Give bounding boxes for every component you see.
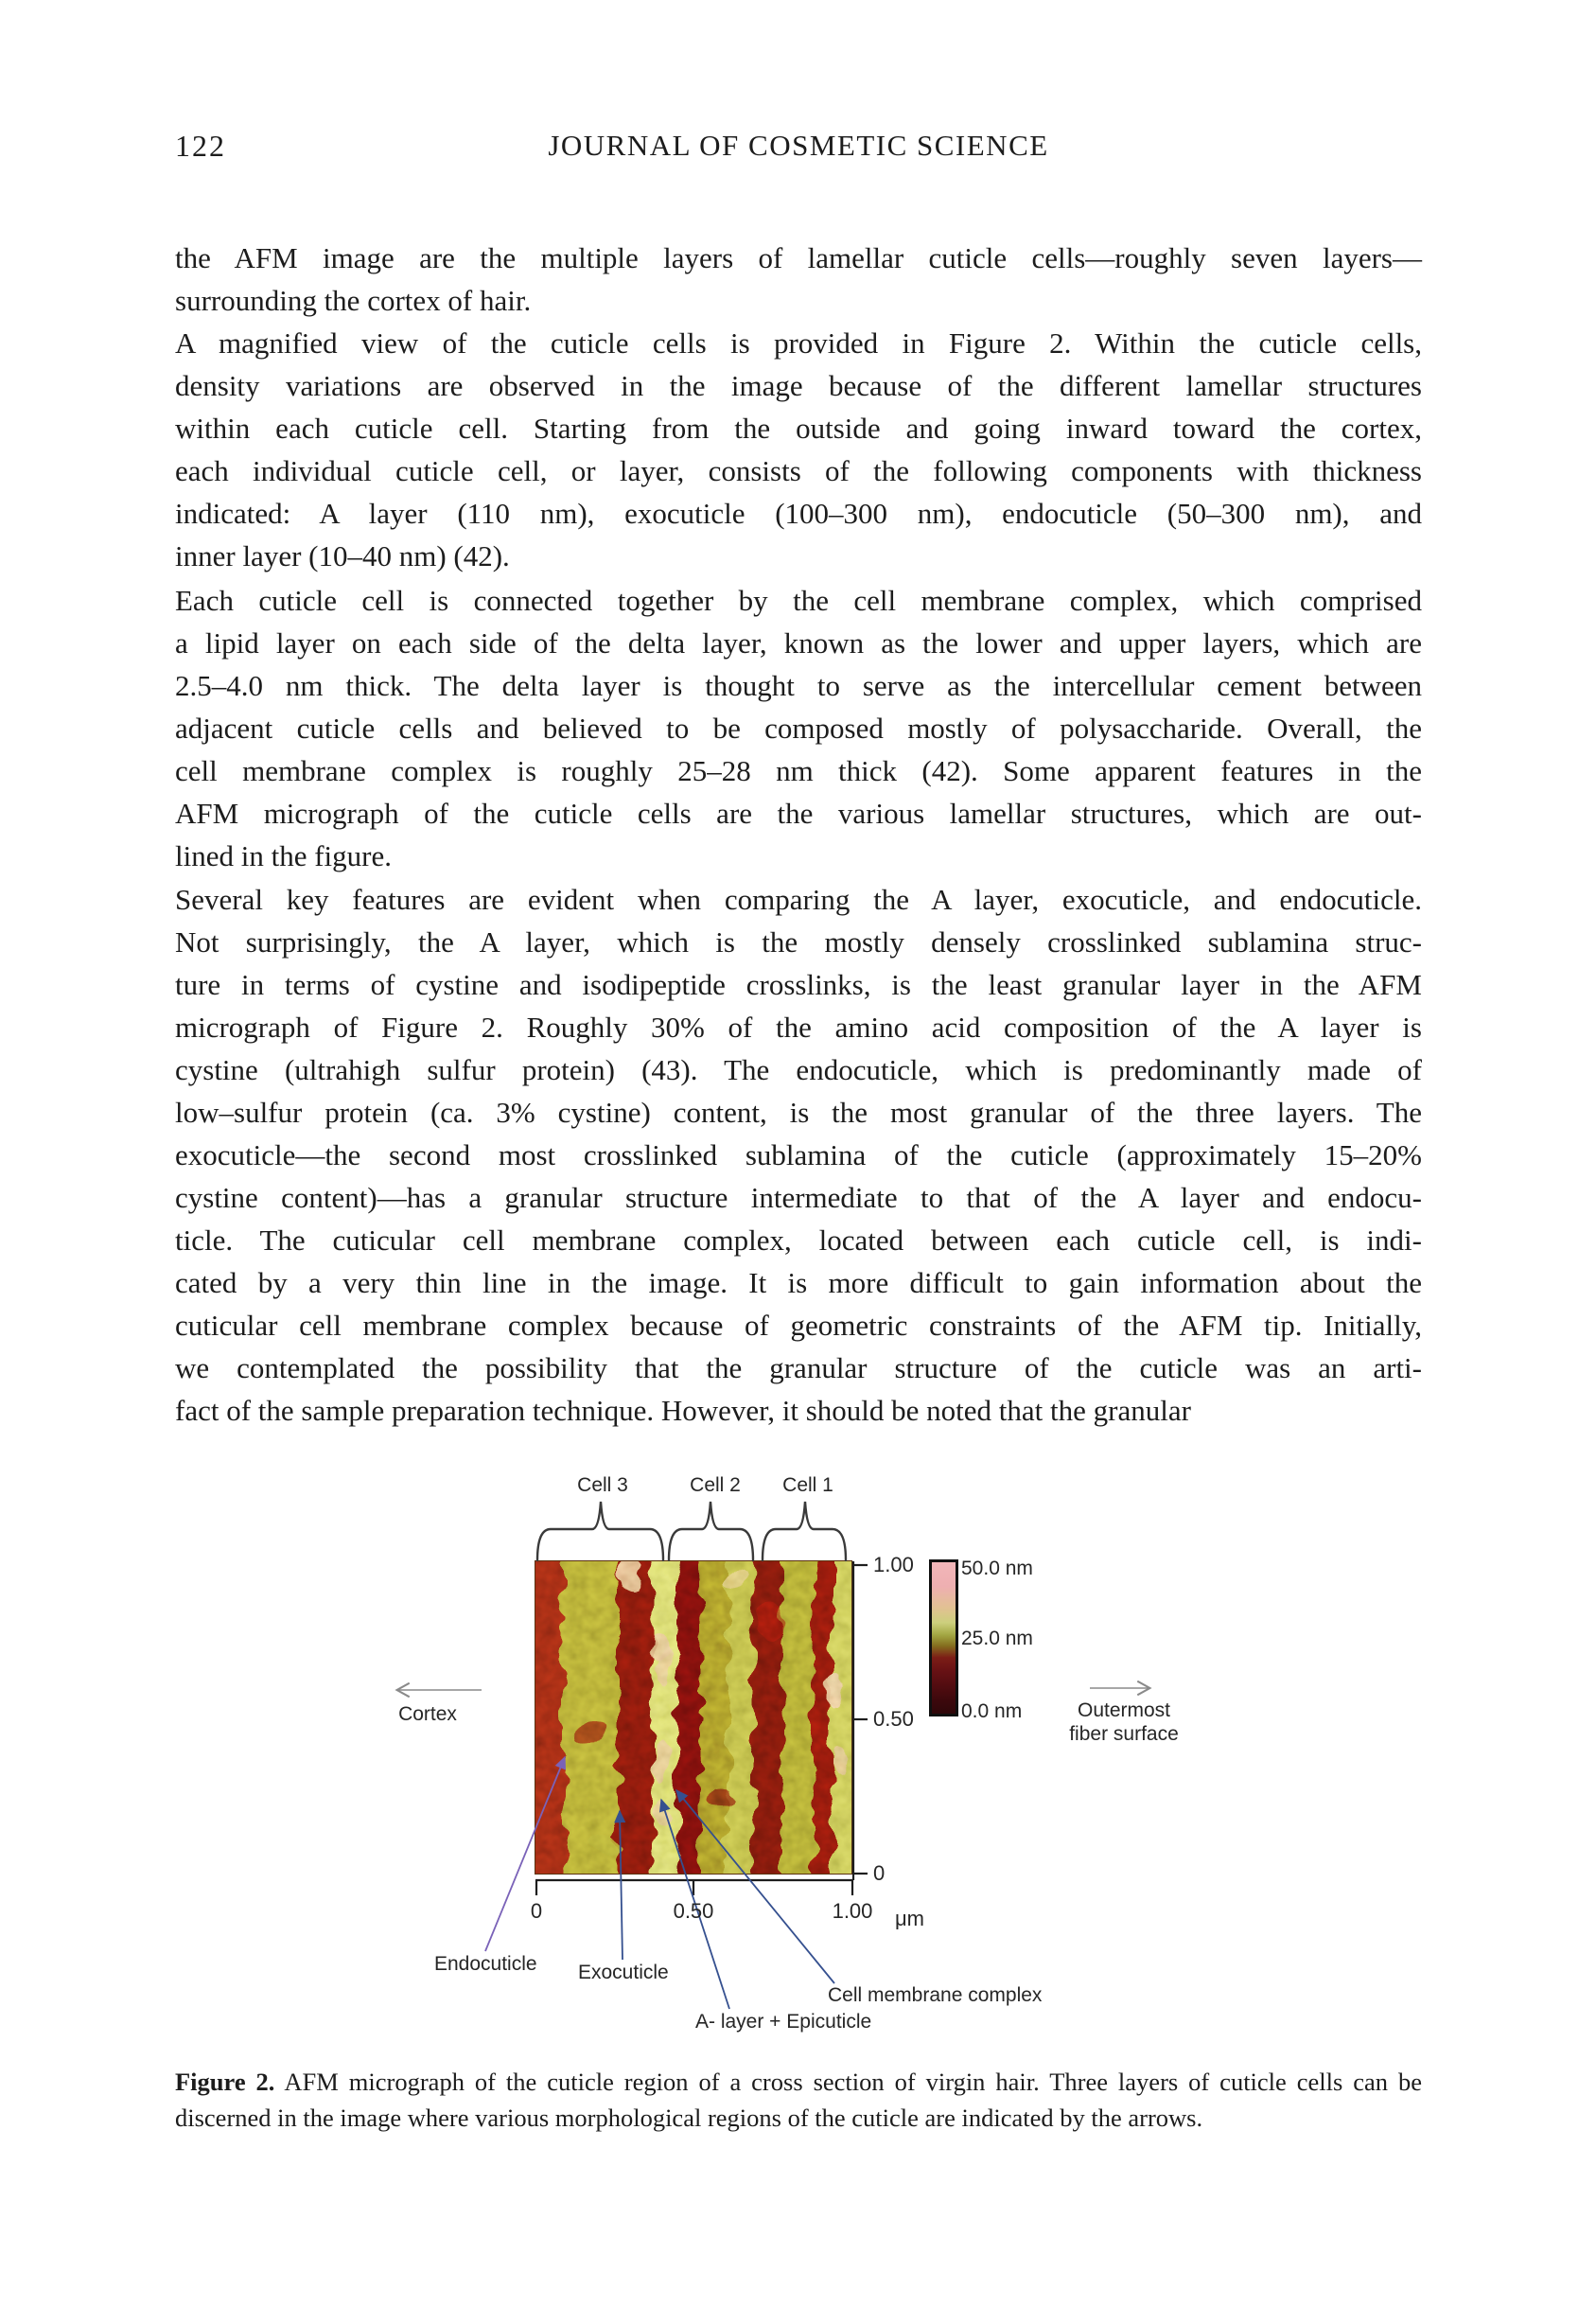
paragraph-1 bbox=[175, 237, 1422, 322]
paragraph-2 bbox=[175, 322, 1422, 577]
figure-caption-text: AFM micrograph of the cuticle region of a cross section of virgin hair. Three layers of cuticle cells can be discerned in the image where various morphological regions of the cuticle are indicated by the arrows. bbox=[175, 2068, 1422, 2132]
text-line: fact of the sample preparation technique. However, it should be noted that the granular bbox=[175, 1394, 1191, 1427]
text-line: 2.5–4.0 nm thick. The delta layer is thought to serve as the intercellular cement between bbox=[175, 669, 1422, 702]
text-line: density variations are observed in the image because of the different lamellar structures bbox=[175, 369, 1422, 402]
xtick-0.50: 0.50 bbox=[673, 1899, 714, 1923]
cell-2-label: Cell 2 bbox=[690, 1474, 741, 1496]
xtick-1.00: 1.00 bbox=[832, 1899, 873, 1923]
text-line: AFM micrograph of the cuticle cells are the various lamellar structures, which are out- bbox=[175, 797, 1422, 830]
outermost-fiber-surface-label: Outermost fiber surface bbox=[1069, 1699, 1179, 1745]
paragraph-3 bbox=[175, 579, 1422, 877]
xtick-0: 0 bbox=[530, 1899, 543, 1923]
text-line: cuticular cell membrane complex because of geometric constraints of the AFM tip. Initially, bbox=[175, 1309, 1422, 1342]
ytick-0: 0 bbox=[873, 1861, 886, 1885]
text-line: cystine (ultrahigh sulfur protein) (43). The endocuticle, which is predominantly made of bbox=[175, 1053, 1422, 1086]
text-line: Each cuticle cell is connected together by the cell membrane complex, which comprised bbox=[175, 584, 1422, 617]
text-line: low–sulfur protein (ca. 3% cystine) content, is the most granular of the three layers. The bbox=[175, 1096, 1422, 1129]
text-line: cystine content)—has a granular structure intermediate to that of the A layer and endocu- bbox=[175, 1181, 1422, 1214]
text-line: indicated: A layer (110 nm), exocuticle (100–300 nm), endocuticle (50–300 nm), and bbox=[175, 497, 1422, 530]
ytick-0.50: 0.50 bbox=[873, 1707, 914, 1731]
exocuticle-label: Exocuticle bbox=[578, 1962, 669, 1983]
colorbar-min-label: 0.0 nm bbox=[961, 1700, 1023, 1722]
text-line: within each cuticle cell. Starting from the outside and going inward toward the cortex, bbox=[175, 412, 1422, 445]
afm-micrograph-image bbox=[535, 1561, 851, 1874]
a-layer-epicuticle-label: A- layer + Epicuticle bbox=[695, 2011, 872, 2033]
text-line: micrograph of Figure 2. Roughly 30% of the amino acid composition of the A layer is bbox=[175, 1011, 1422, 1044]
text-line: ture in terms of cystine and isodipeptide crosslinks, is the least granular layer in the AFM bbox=[175, 968, 1422, 1001]
colorbar-max-label: 50.0 nm bbox=[961, 1558, 1033, 1579]
text-line: a lipid layer on each side of the delta layer, known as the lower and upper layers, which are bbox=[175, 626, 1422, 660]
cell-membrane-complex-label: Cell membrane complex bbox=[828, 1984, 1043, 2006]
text-line: Not surprisingly, the A layer, which is the mostly densely crosslinked sublamina struc- bbox=[175, 925, 1422, 959]
text-line: exocuticle—the second most crosslinked sublamina of the cuticle (approximately 15–20% bbox=[175, 1138, 1422, 1171]
page-number: 122 bbox=[175, 129, 226, 163]
text-line: A magnified view of the cuticle cells is provided in Figure 2. Within the cuticle cells, bbox=[175, 326, 1422, 360]
endocuticle-label: Endocuticle bbox=[434, 1953, 537, 1975]
figure-caption bbox=[175, 2064, 1422, 2136]
text-line: Several key features are evident when comparing the A layer, exocuticle, and endocuticle. bbox=[175, 883, 1422, 916]
text-line: lined in the figure. bbox=[175, 839, 392, 872]
cortex-label: Cortex bbox=[398, 1703, 457, 1725]
text-line: ticle. The cuticular cell membrane complex, located between each cuticle cell, is indi- bbox=[175, 1223, 1422, 1257]
cell-braces bbox=[537, 1502, 846, 1560]
paragraph-4 bbox=[175, 878, 1422, 1432]
height-colorbar bbox=[929, 1559, 958, 1716]
x-axis-unit: μm bbox=[895, 1907, 925, 1930]
text-line: inner layer (10–40 nm) (42). bbox=[175, 539, 510, 572]
figure-caption-number: Figure 2. bbox=[175, 2068, 275, 2096]
text-line: surrounding the cortex of hair. bbox=[175, 284, 532, 317]
text-line: the AFM image are the multiple layers of lamellar cuticle cells—roughly seven layers— bbox=[175, 241, 1422, 274]
cell-3-label: Cell 3 bbox=[577, 1474, 628, 1496]
text-line: adjacent cuticle cells and believed to be composed mostly of polysaccharide. Overall, the bbox=[175, 712, 1422, 745]
cell-1-label: Cell 1 bbox=[782, 1474, 833, 1496]
text-line: cell membrane complex is roughly 25–28 nm thick (42). Some apparent features in the bbox=[175, 754, 1422, 787]
text-line: we contemplated the possibility that the granular structure of the cuticle was an arti- bbox=[175, 1351, 1422, 1384]
journal-title: JOURNAL OF COSMETIC SCIENCE bbox=[548, 129, 1049, 162]
text-line: cated by a very thin line in the image. It is more difficult to gain information about the bbox=[175, 1266, 1422, 1299]
ytick-1.00: 1.00 bbox=[873, 1553, 914, 1576]
text-line: each individual cuticle cell, or layer, consists of the following components with thickness bbox=[175, 454, 1422, 487]
colorbar-mid-label: 25.0 nm bbox=[961, 1628, 1033, 1649]
